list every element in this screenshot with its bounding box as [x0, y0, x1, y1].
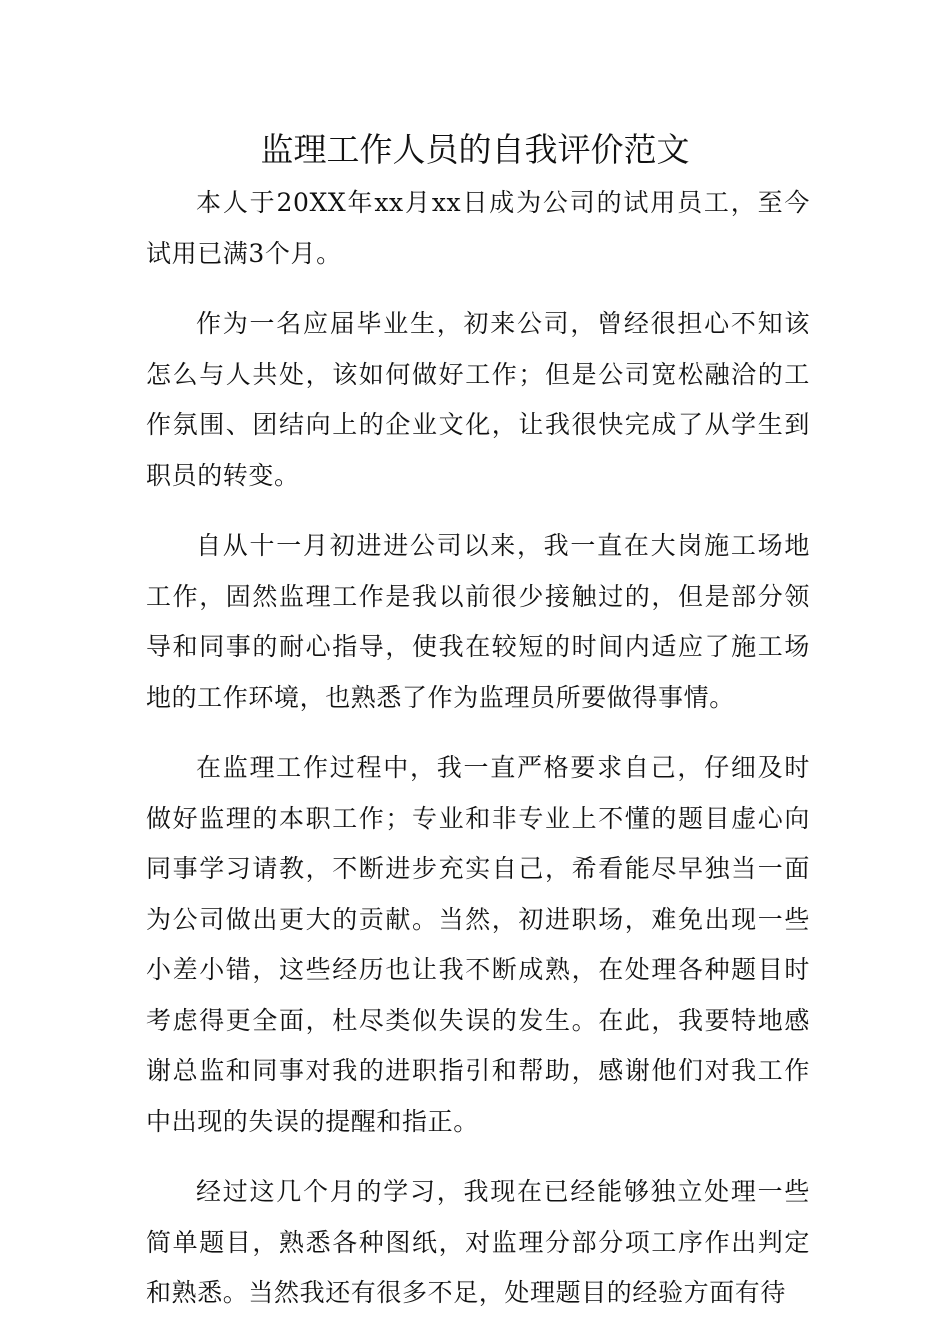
- paragraph: 本人于20XX年xx月xx日成为公司的试用员工，至今试用已满3个月。: [146, 188, 810, 268]
- document-title: 监理工作人员的自我评价范文: [260, 130, 690, 169]
- paragraph: 在监理工作过程中，我一直严格要求自己，仔细及时做好监理的本职工作；专业和非专业上不懂的题目虚心向同事学习请教，不断进步充实自己，希看能尽早独当一面为公司做出更大的贡献。当然，初进职场，难免出现一些小差小错，这些经历也让我不断成熟，在处理各种题目时考虑得更全面，杜尽类似失误的发生。在此，我要特地感谢总监和同事对我的进职指引和帮助，感谢他们对我工作中出现的失误的提醒和指正。: [146, 753, 810, 1136]
- paragraph: 作为一名应届毕业生，初来公司，曾经很担心不知该怎么与人共处，该如何做好工作；但是公司宽松融洽的工作氛围、团结向上的企业文化，让我很快完成了从学生到职员的转变。: [146, 309, 810, 490]
- paragraph: 经过这几个月的学习，我现在已经能够独立处理一些简单题目，熟悉各种图纸，对监理分部分项工序作出判定和熟悉。当然我还有很多不足，处理题目的经验方面有待: [146, 1177, 810, 1307]
- paragraph: 自从十一月初进进公司以来，我一直在大岗施工场地工作，固然监理工作是我以前很少接触过的，但是部分领导和同事的耐心指导，使我在较短的时间内适应了施工场地的工作环境，也熟悉了作为监理员所要做得事情。: [146, 531, 810, 712]
- document-body: [146, 178, 810, 1339]
